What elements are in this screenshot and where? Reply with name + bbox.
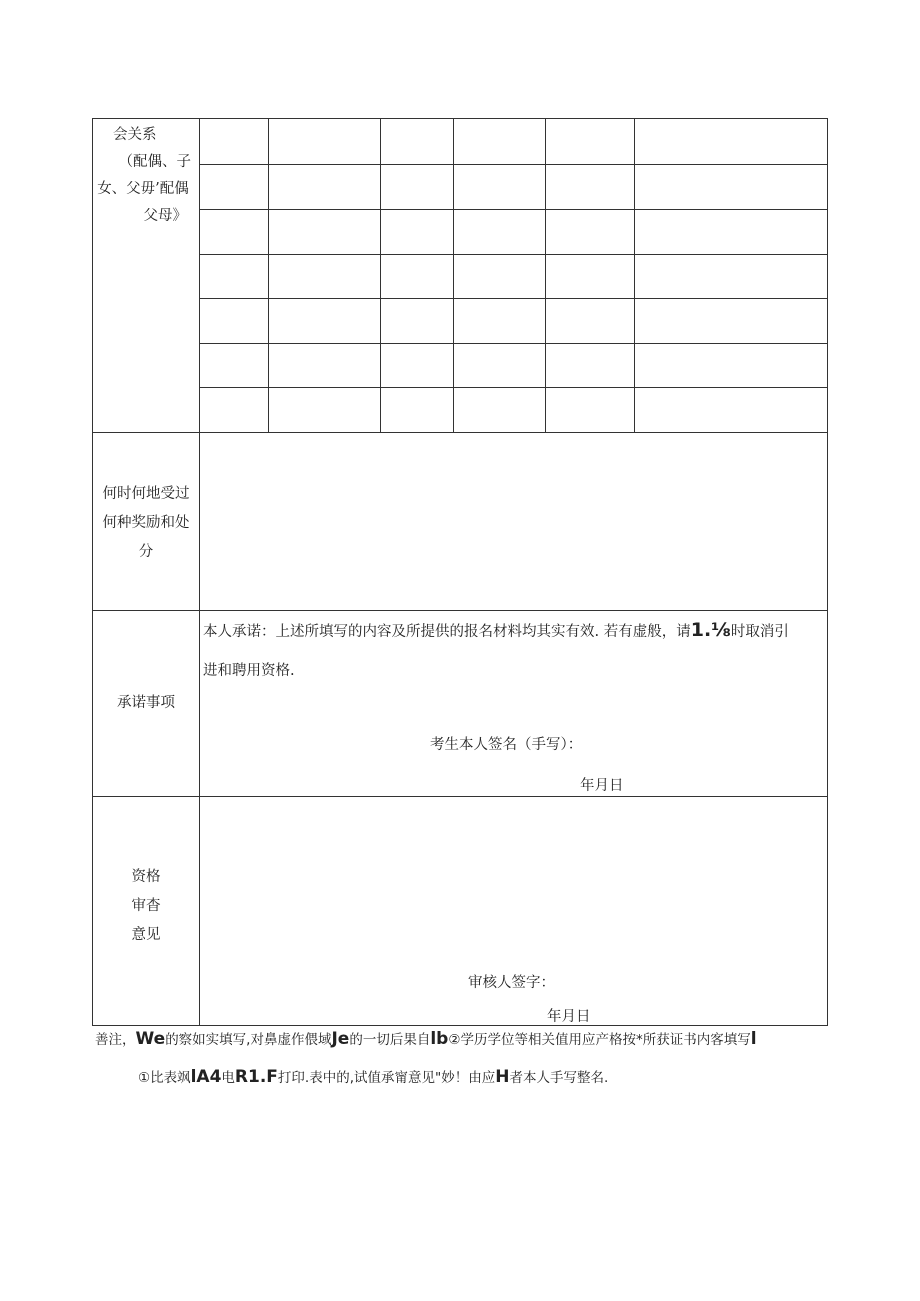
commitment-label: 承诺事项 [117, 695, 175, 711]
qualification-review-label: 资格 审杳 意见 [131, 869, 161, 943]
family-col-line [268, 119, 269, 432]
section-divider [93, 432, 828, 433]
registration-form-table [92, 118, 828, 1026]
family-relations-label: 会关系 （配偶、子 女、父毋’配偶 父母》 [97, 127, 191, 224]
family-col-line [634, 119, 635, 432]
candidate-signature-label: 考生本人签名（手写）： [430, 737, 583, 753]
family-row-line [199, 343, 828, 344]
commitment-text-line2: 进和聘用资格. [203, 663, 295, 679]
family-row-line [199, 209, 828, 210]
family-row-line [199, 387, 828, 388]
family-col-line [453, 119, 454, 432]
section-divider [93, 796, 828, 797]
footnote-line-1: 善注，We的察如实填写,对鼻虚作偎域Je的一切后果自lb②学历学位等相关值用应产格按*所获证书内客填写l [95, 1029, 757, 1049]
family-col-line [380, 119, 381, 432]
footnote-line-2: ①比表飒lA4电R1.F打印.表中的,试值承甯意见"妙！由应H者本人手写整名. [138, 1067, 609, 1087]
family-row-line [199, 254, 828, 255]
family-col-line [545, 119, 546, 432]
commitment-text-line1: 本人承诺：上述所填写的内容及所提供的报名材料均其实有效. 若有虚般，请1.⅛时取消引 [203, 619, 789, 641]
awards-label: 何时何地受过 何种奖励和处 分 [102, 486, 190, 560]
section-divider [93, 610, 828, 611]
label-column-divider [199, 119, 200, 1026]
review-date: 年月日 [547, 1009, 591, 1025]
commitment-date: 年月日 [580, 778, 624, 794]
reviewer-signature-label: 审核人签字： [468, 975, 555, 991]
family-row-line [199, 164, 828, 165]
family-row-line [199, 298, 828, 299]
